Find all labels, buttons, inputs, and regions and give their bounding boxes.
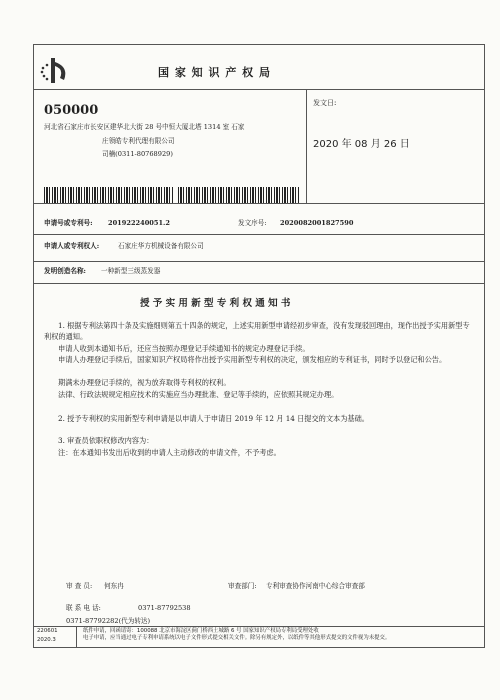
notice-para-5: 法律、行政法规规定相应技术的实施应当办理批准、登记等手续的，应依照其规定办理。 — [58, 390, 339, 399]
form-code: 220601 — [37, 628, 58, 634]
notice-para-7: 3. 审查员依职权修改内容为： — [58, 436, 154, 445]
form-version: 2020.3 — [37, 637, 56, 643]
footer-divider — [33, 626, 485, 627]
office-name: 国 家 知 识 产 权 局 — [158, 66, 271, 79]
notice-para-3: 申请人办理登记手续后，国家知识产权局将作出授予实用新型专利权的决定，颁发相应的专利证书，同时予以登记和公告。 — [58, 355, 447, 364]
barcode-right — [178, 187, 300, 203]
cnipa-logo-icon — [38, 56, 68, 86]
phone-secondary: 0371-87792282(代为转达) — [66, 617, 151, 625]
applicant-label: 申请人或专利权人: — [44, 242, 100, 250]
examiner-name: 何东冉 — [104, 582, 124, 590]
serial-label: 发文序号: — [238, 219, 267, 227]
info-divider-4 — [33, 283, 485, 284]
issue-date: 2020 年 08 月 26 日 — [313, 139, 410, 150]
app-no: 201922240051.2 — [108, 219, 170, 227]
notice-para-8: 注：在本通知书发出后收到的申请人主动修改的申请文件，不予考虑。 — [58, 448, 281, 457]
phone-primary: 0371-87792538 — [138, 604, 191, 612]
info-divider-3 — [33, 261, 485, 262]
barcode-left — [44, 187, 173, 203]
phone-label: 联 系 电 话: — [66, 604, 101, 612]
notice-para-2: 申请人收到本通知书后，还应当按照办理登记手续通知书的规定办理登记手续。 — [58, 344, 310, 353]
info-divider-2 — [33, 234, 485, 235]
issue-date-label: 发文日: — [313, 99, 337, 107]
dept-name: 专利审查协作河南中心综合审查部 — [266, 582, 365, 590]
footer-note-paper: 纸件申请，回函请寄：100088 北京市海淀区蓟门桥西土城路 6 号 国家知识产权局专利局受理处收 — [83, 628, 319, 634]
notice-para-6: 2. 授予专利权的实用新型专利申请是以申请人于申请日 2019 年 12 月 14 日提交的文本为基础。 — [58, 414, 369, 423]
header-divider — [33, 89, 485, 90]
serial: 2020082001827590 — [280, 219, 354, 227]
header-column-divider — [306, 89, 307, 203]
examiner-label: 审 查 员: — [66, 582, 93, 590]
recipient-address-line2: 庄领皓专利代理有限公司 — [102, 137, 175, 145]
footer-note-electronic: 电子申请，应当通过电子专利申请系统以电子文件形式提交相关文件。除另有规定外，以纸件等其他形式提交的文件视为未提交。 — [83, 635, 391, 641]
postcode: 050000 — [44, 103, 99, 118]
invention-label: 发明创造名称: — [44, 267, 86, 275]
recipient-address-line1: 河北省石家庄市长安区建华北大街 28 号中恒大厦北塔 1314 室 石家 — [44, 123, 245, 131]
invention-name: 一种新型三级蒸发器 — [101, 267, 161, 275]
recipient-contact: 司楠(0311-80768929) — [102, 150, 173, 158]
dept-label: 审查部门: — [228, 582, 257, 590]
info-divider-1 — [33, 203, 485, 204]
notice-title: 授 予 实 用 新 型 专 利 权 通 知 书 — [140, 298, 291, 309]
notice-para-4: 期满未办理登记手续的，视为放弃取得专利权的权利。 — [58, 378, 231, 387]
applicant: 石家庄华方机械设备有限公司 — [118, 242, 204, 250]
app-no-label: 申请号或专利号: — [44, 219, 93, 227]
notice-para-1: 1. 根据专利法第四十条及实施细则第五十四条的规定，上述实用新型申请经初步审查，没有发现驳回理由，现作出授予实用新型专利权的通知。 — [44, 321, 470, 341]
footer-column-divider — [76, 626, 77, 648]
